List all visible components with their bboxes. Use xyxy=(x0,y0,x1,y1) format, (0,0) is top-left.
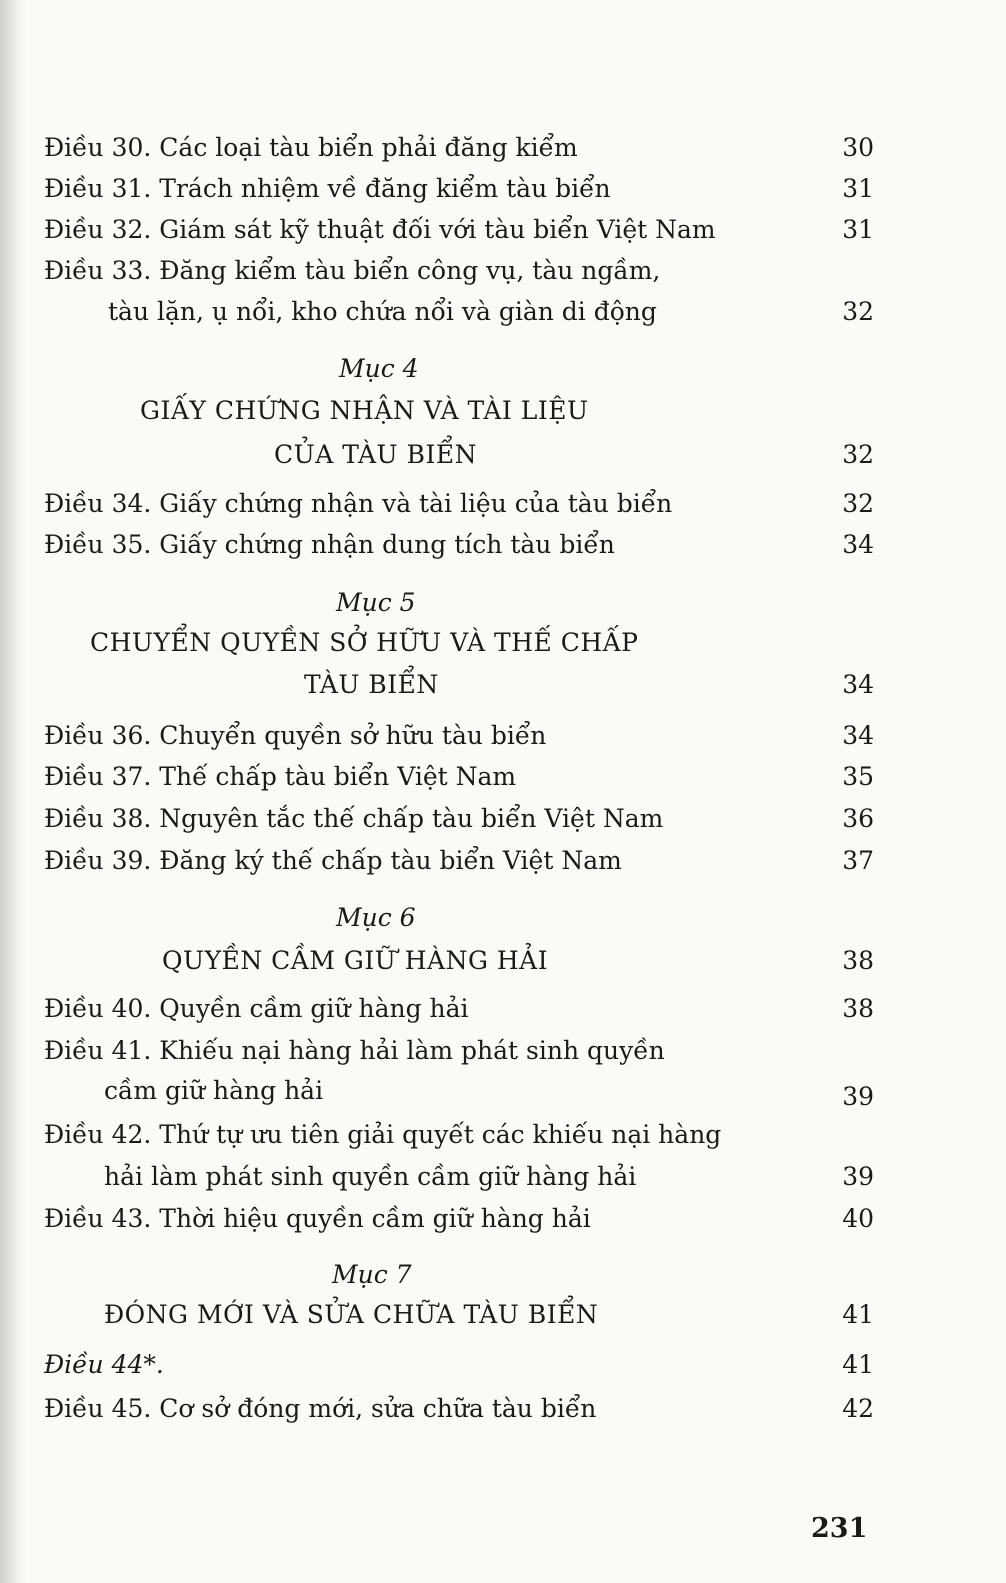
toc-entry-page: 37 xyxy=(842,846,874,875)
section-page: 41 xyxy=(842,1300,874,1329)
section-page: 38 xyxy=(842,946,874,975)
toc-entry-text: Điều 45. Cơ sở đóng mới, sửa chữa tàu biển xyxy=(44,1394,597,1423)
section-label: Mục 7 xyxy=(332,1260,412,1289)
toc-entry-page: 39 xyxy=(842,1162,874,1191)
toc-entry-text: Điều 39. Đăng ký thế chấp tàu biển Việt Nam xyxy=(44,846,622,875)
section-page: 34 xyxy=(842,670,874,699)
toc-entry-text: Điều 38. Nguyên tắc thế chấp tàu biển Việt Nam xyxy=(44,804,664,833)
toc-entry-text: Điều 37. Thế chấp tàu biển Việt Nam xyxy=(44,762,517,791)
toc-entry-text: Điều 40. Quyền cầm giữ hàng hải xyxy=(44,994,469,1023)
toc-entry-text: Điều 44*. xyxy=(44,1350,164,1379)
page-gutter-shadow xyxy=(0,0,26,1583)
toc-entry-page: 32 xyxy=(842,489,874,518)
toc-entry-page: 34 xyxy=(842,721,874,750)
toc-entry-page: 30 xyxy=(842,133,874,162)
section-title: ĐÓNG MỚI VÀ SỬA CHỮA TÀU BIỂN xyxy=(104,1300,599,1329)
toc-entry-text: Điều 35. Giấy chứng nhận dung tích tàu biển xyxy=(44,530,615,559)
section-label: Mục 6 xyxy=(336,903,416,932)
toc-entry-page: 32 xyxy=(842,297,874,326)
section-title: QUYỀN CẦM GIỮ HÀNG HẢI xyxy=(162,946,549,975)
toc-entry-text: cầm giữ hàng hải xyxy=(104,1076,324,1105)
toc-entry-page: 31 xyxy=(842,215,874,244)
toc-entry-page: 38 xyxy=(842,994,874,1023)
toc-entry-page: 35 xyxy=(842,762,874,791)
toc-entry-text: Điều 34. Giấy chứng nhận và tài liệu của tàu biển xyxy=(44,489,673,518)
toc-entry-text: Điều 36. Chuyển quyền sở hữu tàu biển xyxy=(44,721,547,750)
section-label: Mục 5 xyxy=(336,588,416,617)
section-label: Mục 4 xyxy=(339,354,419,383)
toc-entry-page: 36 xyxy=(842,804,874,833)
toc-entry-page: 40 xyxy=(842,1204,874,1233)
section-title: GIẤY CHỨNG NHẬN VÀ TÀI LIỆU xyxy=(140,396,589,425)
page-number: 231 xyxy=(811,1513,868,1544)
section-title-line2: CỦA TÀU BIỂN xyxy=(274,440,477,469)
section-title-line2: TÀU BIỂN xyxy=(304,670,439,699)
toc-entry-page: 39 xyxy=(842,1082,874,1111)
toc-entry-page: 42 xyxy=(842,1394,874,1423)
toc-entry-text: hải làm phát sinh quyền cầm giữ hàng hải xyxy=(104,1162,637,1191)
toc-entry-text: Điều 33. Đăng kiểm tàu biển công vụ, tàu ngầm, xyxy=(44,256,661,285)
toc-entry-text: tàu lặn, ụ nổi, kho chứa nổi và giàn di động xyxy=(108,297,657,326)
section-title: CHUYỂN QUYỀN SỞ HỮU VÀ THẾ CHẤP xyxy=(90,628,639,657)
toc-entry-text: Điều 30. Các loại tàu biển phải đăng kiểm xyxy=(44,133,578,162)
toc-entry-text: Điều 32. Giám sát kỹ thuật đối với tàu biển Việt Nam xyxy=(44,215,716,244)
toc-entry-page: 31 xyxy=(842,174,874,203)
toc-entry-text: Điều 43. Thời hiệu quyền cầm giữ hàng hải xyxy=(44,1204,591,1233)
toc-entry-text: Điều 42. Thứ tự ưu tiên giải quyết các khiếu nại hàng xyxy=(44,1120,722,1149)
toc-entry-page: 41 xyxy=(842,1350,874,1379)
toc-entry-page: 34 xyxy=(842,530,874,559)
toc-entry-text: Điều 31. Trách nhiệm về đăng kiểm tàu biển xyxy=(44,174,611,203)
toc-entry-text: Điều 41. Khiếu nại hàng hải làm phát sinh quyền xyxy=(44,1036,665,1065)
section-page: 32 xyxy=(842,440,874,469)
